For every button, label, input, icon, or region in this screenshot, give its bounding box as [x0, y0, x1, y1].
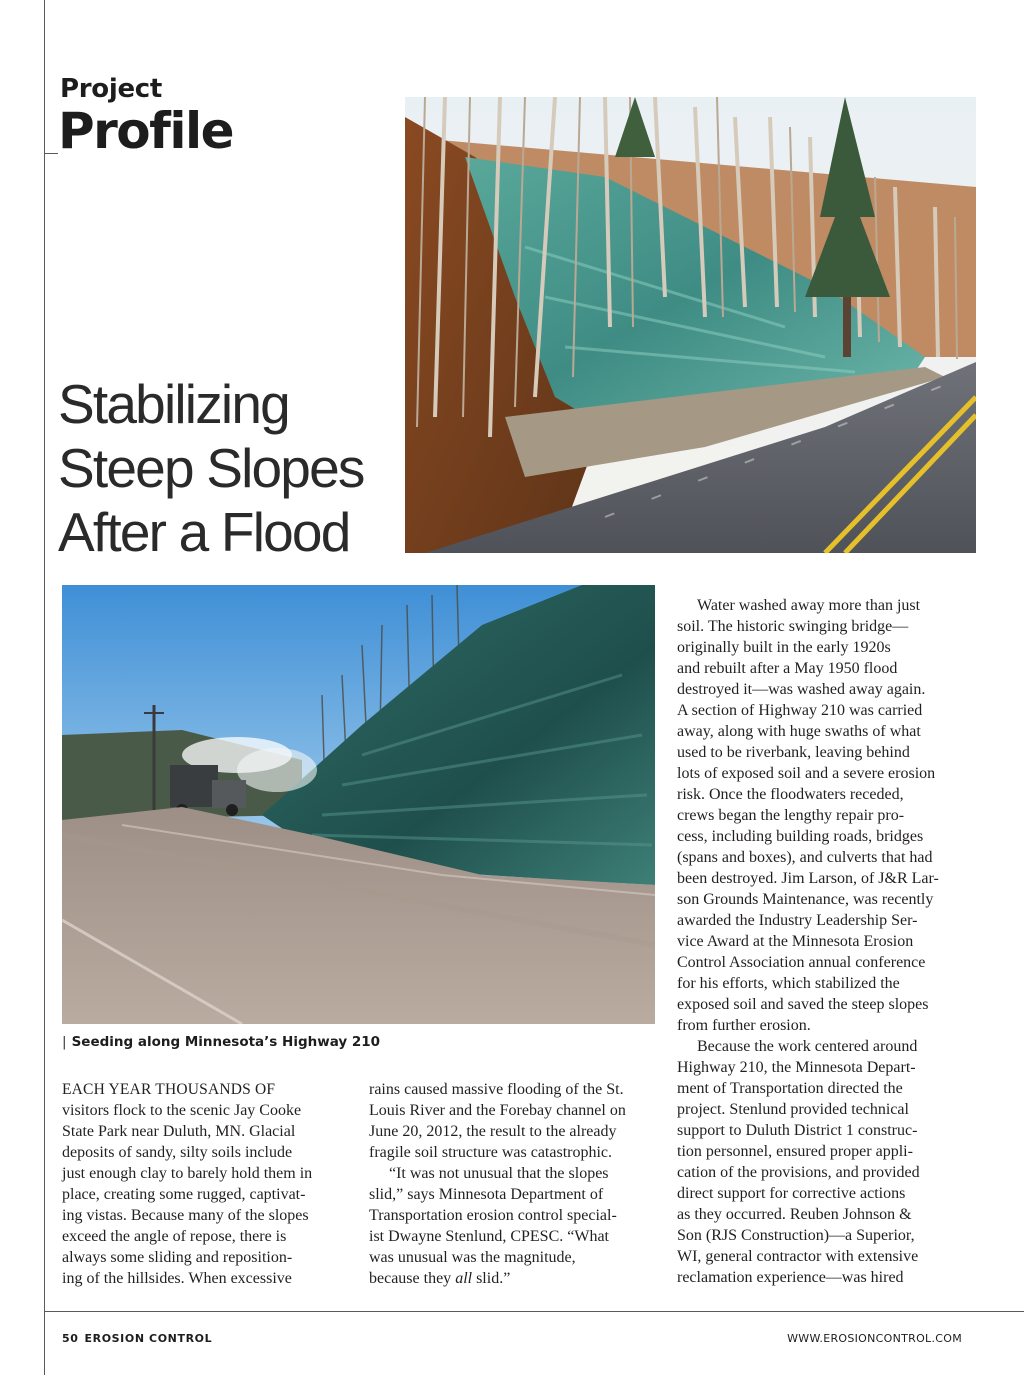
paragraph [369, 1163, 659, 1289]
text-line: cess, including building roads, bridges [677, 828, 924, 845]
text-fragment: because they [369, 1270, 456, 1287]
text-line: ing vistas. Because many of the slopes [62, 1207, 309, 1224]
headline-line-1: Stabilizing [58, 373, 289, 435]
text-line: as they occurred. Reuben Johnson & [677, 1206, 912, 1223]
text-line: ist Dwayne Stenlund, CPESC. “What [369, 1228, 609, 1245]
text-line: direct support for corrective actions [677, 1185, 906, 1202]
text-line: “It was not unusual that the slopes [389, 1165, 609, 1182]
text-line: vice Award at the Minnesota Erosion [677, 933, 914, 950]
text-line: cation of the provisions, and provided [677, 1164, 920, 1181]
text-fragment: slid.” [472, 1270, 511, 1287]
text-line: exposed soil and saved the steep slopes [677, 996, 929, 1013]
text-line: Transportation erosion control special- [369, 1207, 617, 1224]
text-line: slid,” says Minnesota Department of [369, 1186, 604, 1203]
article-headline [58, 372, 398, 564]
footer-rule [44, 1311, 1024, 1312]
text-line: June 20, 2012, the result to the already [369, 1123, 617, 1140]
page-number: 50 [62, 1332, 79, 1345]
text-line: away, along with huge swaths of what [677, 723, 921, 740]
text-line: WI, general contractor with extensive [677, 1248, 919, 1265]
footer-folio [62, 1332, 212, 1345]
text-line: project. Stenlund provided technical [677, 1101, 909, 1118]
text-line: (spans and boxes), and culverts that had [677, 849, 933, 866]
section-title: Profile [58, 102, 234, 160]
hillside-road-photo [405, 97, 976, 553]
text-line: been destroyed. Jim Larson, of J&R Lar- [677, 870, 939, 887]
text-line: ing of the hillsides. When excessive [62, 1270, 292, 1287]
text-line: exceed the angle of repose, there is [62, 1228, 287, 1245]
text-line: fragile soil structure was catastrophic. [369, 1144, 613, 1161]
headline-line-3: After a Flood [58, 501, 350, 563]
text-line: soil. The historic swinging bridge— [677, 618, 909, 635]
text-line: rains caused massive flooding of the St. [369, 1081, 624, 1098]
paragraph [677, 1036, 967, 1288]
text-line: risk. Once the floodwaters receded, [677, 786, 904, 803]
text-line: support to Duluth District 1 construc- [677, 1122, 918, 1139]
text-line: visitors flock to the scenic Jay Cooke [62, 1102, 302, 1119]
text-line: for his efforts, which stabilized the [677, 975, 900, 992]
text-line: and rebuilt after a May 1950 flood [677, 660, 898, 677]
hydroseeding-truck-photo [62, 585, 655, 1024]
text-line: tion personnel, ensured proper appli- [677, 1143, 913, 1160]
text-line: Because the work centered around [697, 1038, 918, 1055]
paragraph [369, 1079, 659, 1163]
text-line: son Grounds Maintenance, was recently [677, 891, 934, 908]
text-line: used to be riverbank, leaving behind [677, 744, 910, 761]
text-line: originally built in the early 1920s [677, 639, 891, 656]
lead-in: EACH YEAR THOUSANDS OF [62, 1081, 276, 1098]
margin-rule [44, 0, 45, 1375]
text-line: A section of Highway 210 was carried [677, 702, 923, 719]
text-line: from further erosion. [677, 1017, 811, 1034]
text-line: Louis River and the Forebay channel on [369, 1102, 626, 1119]
caption-bar: | [62, 1034, 67, 1050]
text-line: reclamation experience—was hired [677, 1269, 904, 1286]
article-column-1 [62, 1079, 352, 1289]
article-column-3 [677, 595, 967, 1288]
emphasis-all: all [455, 1270, 473, 1287]
text-line: crews began the lengthy repair pro- [677, 807, 905, 824]
text-line: destroyed it—was washed away again. [677, 681, 926, 698]
paragraph [62, 1079, 352, 1289]
article-column-2 [369, 1079, 659, 1289]
text-line: ment of Transportation directed the [677, 1080, 903, 1097]
publication-name: EROSION CONTROL [84, 1332, 213, 1345]
text-line: place, creating some rugged, captivat- [62, 1186, 306, 1203]
text-line: Son (RJS Construction)—a Superior, [677, 1227, 915, 1244]
text-line: State Park near Duluth, MN. Glacial [62, 1123, 296, 1140]
text-line: Water washed away more than just [697, 597, 921, 614]
paragraph [677, 595, 967, 1036]
caption-text: Seeding along Minnesota’s Highway 210 [71, 1034, 381, 1050]
text-line: was unusual was the magnitude, [369, 1249, 576, 1266]
section-kicker: Project [60, 74, 163, 104]
text-line: just enough clay to barely hold them in [62, 1165, 313, 1182]
text-line: awarded the Industry Leadership Ser- [677, 912, 918, 929]
text-line: always some sliding and reposition- [62, 1249, 293, 1266]
title-rule [44, 153, 58, 154]
photo-caption [62, 1033, 380, 1051]
headline-line-2: Steep Slopes [58, 437, 364, 499]
text-line: Control Association annual conference [677, 954, 926, 971]
text-line: Highway 210, the Minnesota Depart- [677, 1059, 916, 1076]
text-line-last [369, 1268, 659, 1289]
footer-url: WWW.EROSIONCONTROL.COM [787, 1332, 962, 1345]
text-line: lots of exposed soil and a severe erosion [677, 765, 936, 782]
text-line: deposits of sandy, silty soils include [62, 1144, 293, 1161]
